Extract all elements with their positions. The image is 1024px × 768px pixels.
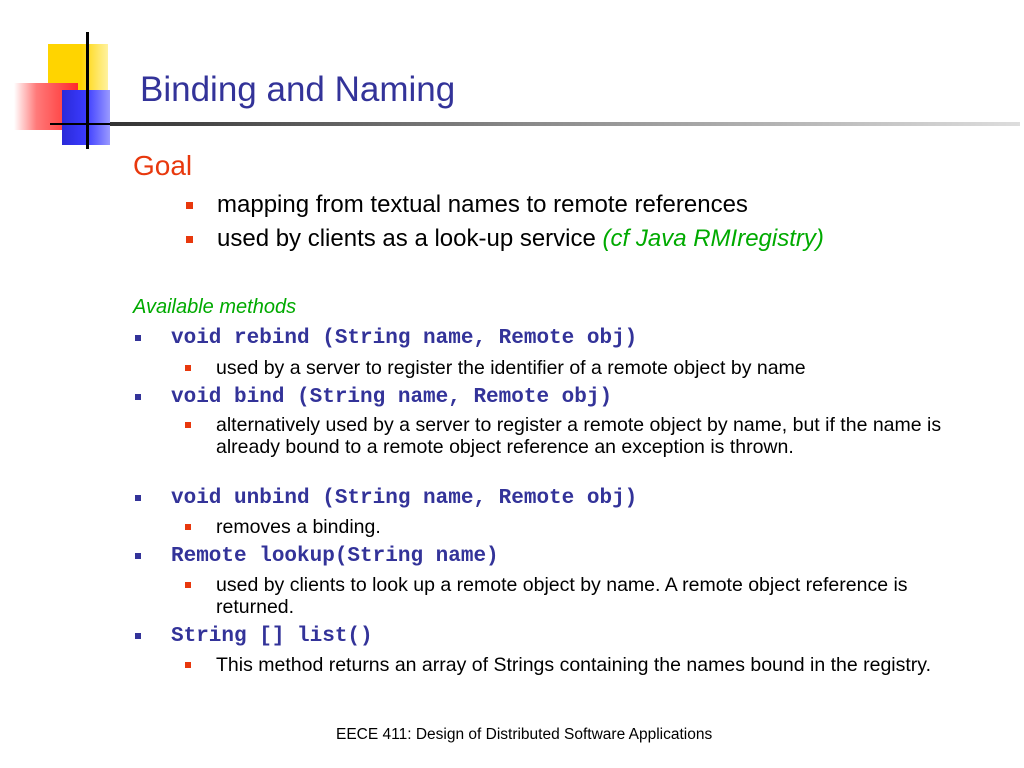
goal-item-emphasis: (cf Java RMIregistry) <box>602 225 824 252</box>
logo-vertical-line <box>86 32 89 149</box>
method-description: This method returns an array of Strings containing the names bound in the registry. <box>216 654 932 676</box>
method-description: used by clients to look up a remote object by name. A remote object reference is returned. <box>216 574 908 618</box>
title-underline <box>110 122 1020 126</box>
slide-logo <box>0 0 140 160</box>
bullet-icon <box>135 633 141 639</box>
method-signature: Remote lookup(String name) <box>171 545 499 568</box>
method-description: alternatively used by a server to register a remote object by name, but if the name is already bound to a remote object reference an exception is thrown. <box>216 414 942 458</box>
bullet-icon <box>135 553 141 559</box>
method-signature: void bind (String name, Remote obj) <box>171 386 613 409</box>
bullet-icon <box>135 335 141 341</box>
slide-footer: EECE 411: Design of Distributed Software Applications <box>336 726 713 743</box>
bullet-icon <box>186 236 193 243</box>
method-signature: String [] list() <box>171 625 373 648</box>
goal-item-text: used by clients as a look-up service <box>217 225 603 252</box>
bullet-icon <box>185 365 191 371</box>
method-signature: void unbind (String name, Remote obj) <box>171 487 638 510</box>
bullet-icon <box>186 202 193 209</box>
method-description: used by a server to register the identifier of a remote object by name <box>216 357 806 379</box>
bullet-icon <box>185 422 191 428</box>
method-description: removes a binding. <box>216 516 381 538</box>
available-methods-heading: Available methods <box>133 296 297 318</box>
bullet-icon <box>135 394 141 400</box>
goal-item-text: mapping from textual names to remote references <box>217 191 748 218</box>
goal-item <box>183 189 824 223</box>
bullet-icon <box>185 582 191 588</box>
goal-heading: Goal <box>133 150 193 181</box>
goal-list <box>183 189 824 257</box>
bullet-icon <box>135 495 141 501</box>
slide-title: Binding and Naming <box>140 70 456 109</box>
logo-horizontal-line <box>50 123 110 125</box>
goal-item <box>183 223 824 257</box>
bullet-icon <box>185 524 191 530</box>
bullet-icon <box>185 662 191 668</box>
method-signature: void rebind (String name, Remote obj) <box>171 327 638 350</box>
